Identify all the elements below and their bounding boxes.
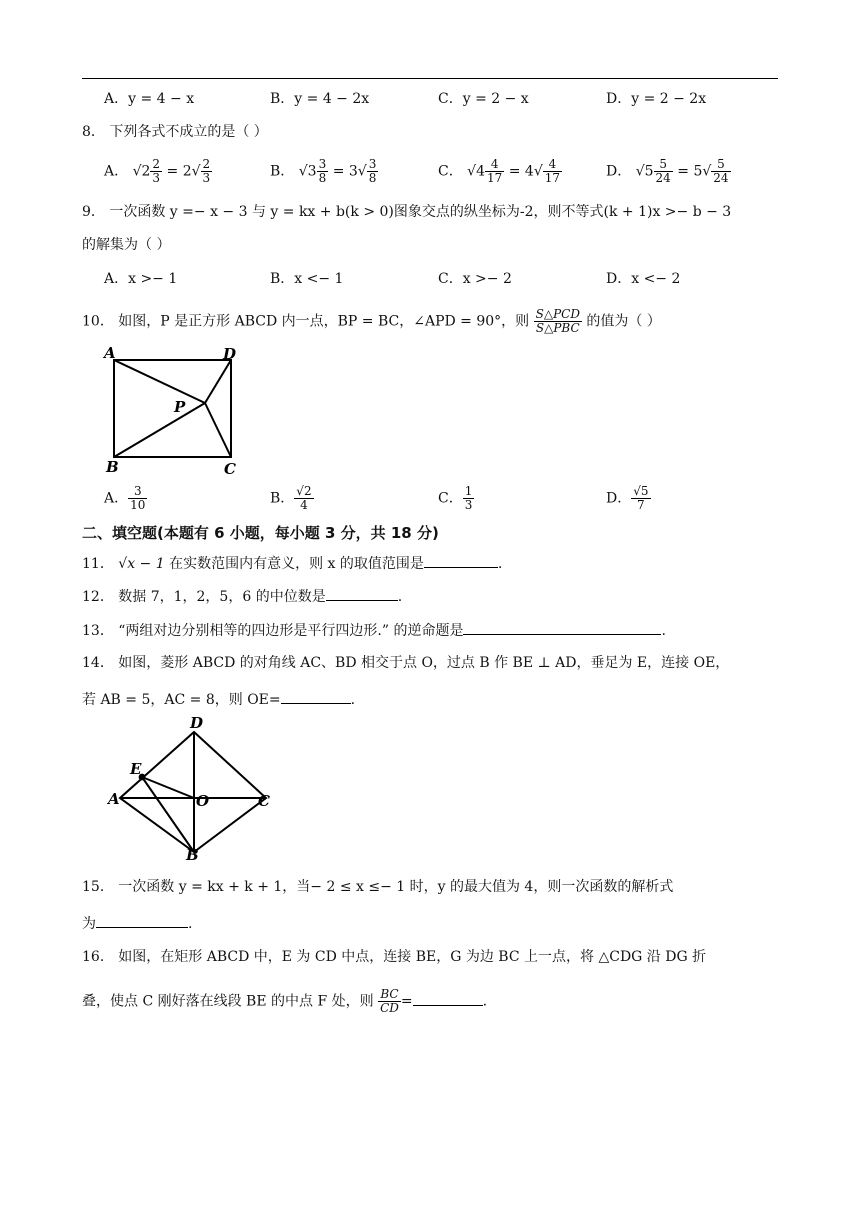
square-figure xyxy=(102,342,252,478)
q9-option-c[interactable]: C．x >− 2 xyxy=(438,271,512,287)
q14-answer-blank[interactable] xyxy=(281,689,351,704)
q10-option-c[interactable]: C． $\frac{1}{3}$ xyxy=(438,484,473,512)
q10-option-d[interactable]: D． $\frac{√5}{7}$ xyxy=(606,484,649,512)
q9-option-d[interactable]: D．x <− 2 xyxy=(606,271,681,287)
label-c: C xyxy=(258,792,270,810)
q12-answer-blank[interactable] xyxy=(326,586,398,601)
q15-answer-blank[interactable] xyxy=(96,913,188,928)
q9-option-b[interactable]: B．x <− 1 xyxy=(270,271,344,287)
q13-answer-blank[interactable] xyxy=(463,620,661,635)
q15-line1: 15． 一次函数 y = kx + k + 1，当− 2 ≤ x ≤− 1 时，y 的最大值为 4，则一次函数的解析式 xyxy=(82,879,674,895)
q11-text: 11． √x − 1 在实数范围内有意义，则 x 的取值范围是 . xyxy=(82,553,502,573)
q16-answer-blank[interactable] xyxy=(413,991,483,1006)
q8-option-a[interactable]: A． √2 $\frac{2}{3}$ = 2√ $\frac{2}{3}$ xyxy=(104,157,211,185)
top-rule xyxy=(82,78,778,79)
q9-line1: 9． 一次函数 y =− x − 3 与 y = kx + b(k > 0)图象交点的纵坐标为-2，则不等式(k + 1)x >− b − 3 xyxy=(82,204,732,220)
q10-option-a[interactable]: A． $\frac{3}{10}$ xyxy=(104,484,146,512)
label-d: D xyxy=(190,714,204,732)
q11-answer-blank[interactable] xyxy=(424,553,498,568)
q14-line2: 若 AB = 5，AC = 8，则 OE= . xyxy=(82,689,355,709)
q8-option-d[interactable]: D． √5 $\frac{5}{24}$ = 5√ $\frac{5}{24}$ xyxy=(606,157,729,185)
label-o: O xyxy=(196,792,210,810)
rhombus-figure xyxy=(102,712,284,864)
q8-a-rhs: √ $\frac{2}{3}$ xyxy=(191,157,211,185)
q14-line1: 14． 如图，菱形 ABCD 的对角线 AC、BD 相交于点 O，过点 B 作 BE ⊥ AD，垂足为 E，连接 OE， xyxy=(82,655,730,671)
q16-line2: 叠，使点 C 刚好落在线段 BE 的中点 F 处，则 $\frac{BC}{CD}$ = . xyxy=(82,987,488,1015)
q12-text: 12． 数据 7，1，2，5，6 的中位数是 . xyxy=(82,586,402,606)
q8-d-rhs: √ $\frac{5}{24}$ xyxy=(702,157,729,185)
q16-line1: 16． 如图，在矩形 ABCD 中，E 为 CD 中点，连接 BE，G 为边 BC 上一点，将 △CDG 沿 DG 折 xyxy=(82,949,707,965)
label-d: D xyxy=(223,345,237,363)
q8-d-lhs: √5 $\frac{5}{24}$ xyxy=(635,157,671,185)
label-c: C xyxy=(224,460,236,478)
q10-option-b[interactable]: B． $\frac{√2}{4}$ xyxy=(270,484,312,512)
q7-option-c[interactable]: C．y = 2 − x xyxy=(438,91,529,107)
q13-text: 13． “两组对边分别相等的四边形是平行四边形.” 的逆命题是 . xyxy=(82,620,666,640)
label-a: A xyxy=(104,344,116,362)
q7-option-d[interactable]: D．y = 2 − 2x xyxy=(606,91,707,107)
label-p: P xyxy=(174,398,186,416)
q9-line2: 的解集为（ ） xyxy=(82,237,171,253)
q7-option-a[interactable]: A．y = 4 − x xyxy=(104,91,195,107)
label-b: B xyxy=(106,458,119,476)
q10-area-ratio: $\frac{\text{S△PCD}}{\text{S△PBC}}$ xyxy=(535,307,580,335)
label-b: B xyxy=(186,846,199,864)
q8-text: 8． 下列各式不成立的是（ ） xyxy=(82,124,268,140)
q8-b-lhs: √3 $\frac{3}{8}$ xyxy=(298,157,327,185)
q8-c-lhs: √4 $\frac{4}{17}$ xyxy=(467,157,503,185)
q8-a-lhs: √2 $\frac{2}{3}$ xyxy=(132,157,161,185)
q8-c-rhs: √ $\frac{4}{17}$ xyxy=(533,157,561,185)
section-heading: 二、填空题(本题有 6 小题，每小题 3 分，共 18 分) xyxy=(82,524,439,542)
q8-option-b[interactable]: B． √3 $\frac{3}{8}$ = 3√ $\frac{3}{8}$ xyxy=(270,157,377,185)
q15-line2: 为 . xyxy=(82,913,192,933)
q9-option-a[interactable]: A．x >− 1 xyxy=(104,271,178,287)
q8-option-c[interactable]: C． √4 $\frac{4}{17}$ = 4√ $\frac{4}{17}$ xyxy=(438,157,561,185)
q8-b-rhs: √ $\frac{3}{8}$ xyxy=(357,157,377,185)
q10-text: 10． 如图，P 是正方形 ABCD 内一点，BP = BC，∠APD = 90°，则 $\frac{\text{S△PCD}}{\text{S△PBC}}$ 的值为（ ） xyxy=(82,307,661,335)
label-e: E xyxy=(130,760,142,778)
q7-option-b[interactable]: B．y = 4 − 2x xyxy=(270,91,370,107)
label-a: A xyxy=(108,790,120,808)
